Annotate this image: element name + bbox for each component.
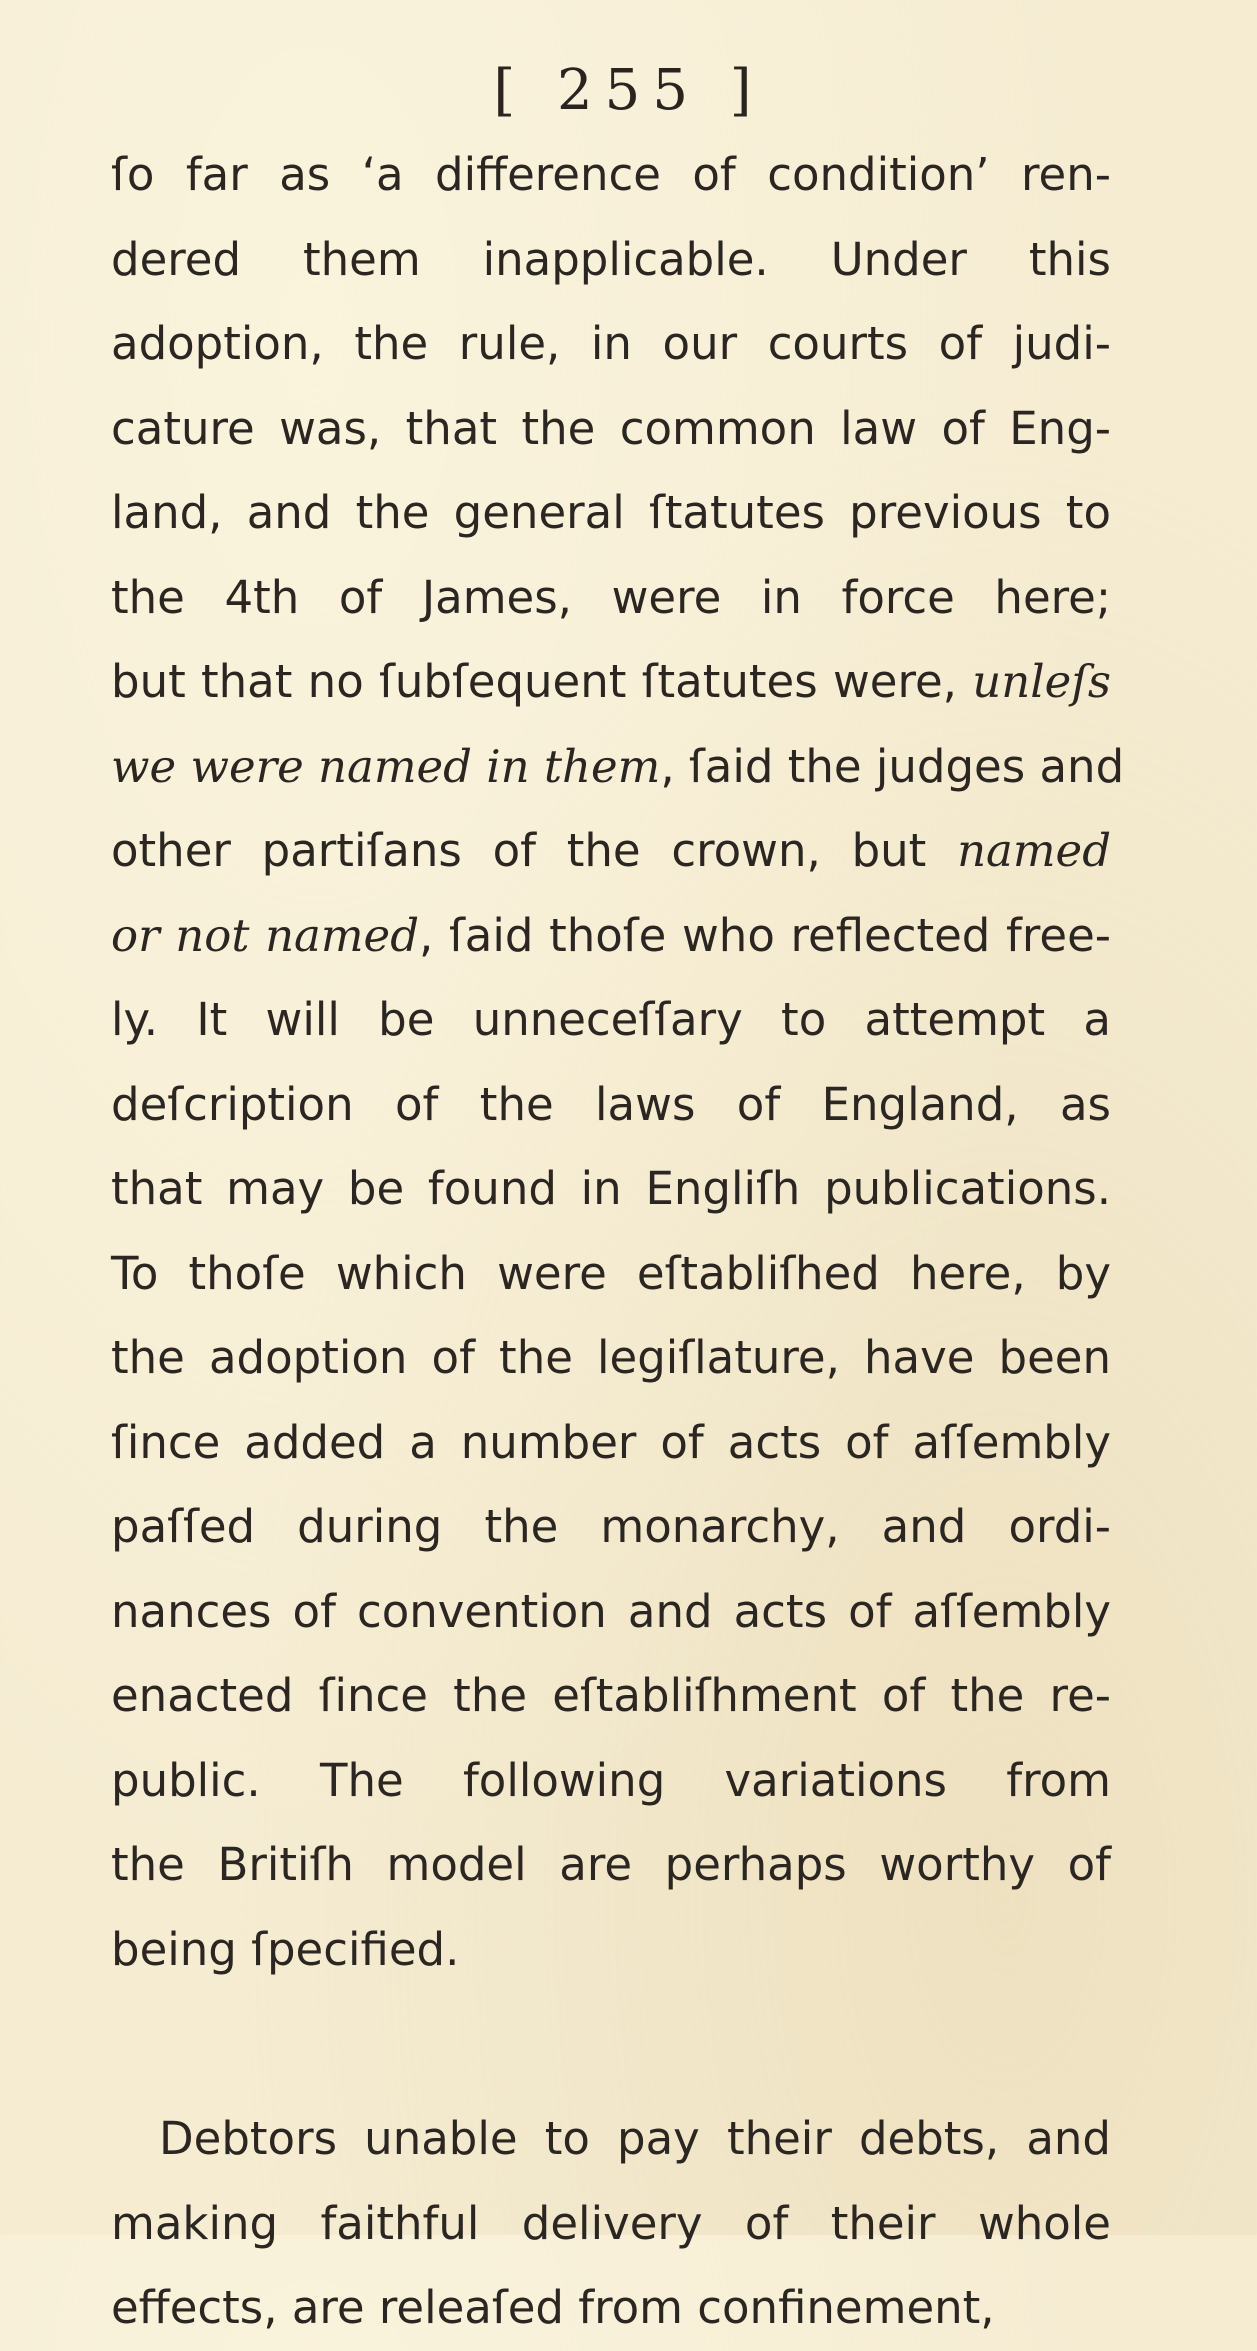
- text-span: the adoption of the legiſlature, have been: [111, 1331, 1111, 1384]
- text-line: [111, 556, 1111, 641]
- text-span: making faithful delivery of their whole: [111, 2196, 1111, 2250]
- text-span: nances of convention and acts of aſſembly: [111, 1584, 1111, 1638]
- text-span: To thoſe which were eſtabliſhed here, by: [111, 1246, 1111, 1300]
- text-span: , ſaid thoſe who reflected free-: [419, 908, 1111, 962]
- italic-text: or not named: [111, 908, 419, 962]
- text-span: cature was, that the common law of Eng-: [111, 401, 1111, 455]
- text-span: ly. It will be unneceſſary to attempt a: [111, 993, 1111, 1046]
- text-span: other partiſans of the crown, but: [111, 824, 958, 877]
- italic-text: named: [957, 824, 1111, 877]
- text-line: [111, 218, 1111, 303]
- italic-text: we were named in them: [111, 739, 661, 793]
- text-line: [111, 2097, 1111, 2182]
- text-line: [111, 809, 1111, 894]
- text-span: the 4th of James, were in force here;: [111, 570, 1111, 624]
- text-span: paſſed during the monarchy, and ordi-: [111, 1500, 1111, 1553]
- text-line: [111, 725, 1125, 810]
- text-line: [111, 1063, 1111, 1148]
- text-line: [111, 302, 1111, 387]
- text-span: that may be found in Engliſh publications.: [111, 1162, 1111, 1215]
- text-line: [111, 387, 1111, 472]
- text-line: [111, 2266, 1111, 2351]
- text-span: , ſaid the judges and: [660, 739, 1125, 793]
- text-span: adoption, the rule, in our courts of judi-: [111, 317, 1111, 370]
- text-line: [111, 1147, 1111, 1232]
- text-line: [111, 1908, 1111, 1993]
- text-span: land, and the general ſtatutes previous to: [111, 486, 1111, 539]
- text-span: public. The following variations from: [111, 1753, 1111, 1807]
- text-span: dered them inapplicable. Under this: [111, 232, 1111, 286]
- text-span: effects, are releaſed from confinement,: [111, 2281, 995, 2334]
- text-span: ſince added a number of acts of aſſembly: [111, 1415, 1111, 1469]
- text-line: [111, 1485, 1111, 1570]
- text-line: [111, 2182, 1111, 2267]
- text-line: [111, 1316, 1111, 1401]
- text-span: Debtors unable to pay their debts, and: [159, 2112, 1111, 2165]
- paragraph-2: [111, 2097, 1111, 2351]
- text-line: [111, 133, 1111, 218]
- text-line: [111, 1570, 1111, 1655]
- text-span: enacted ſince the eſtabliſhment of the re-: [111, 1669, 1111, 1722]
- page-body-text: [111, 133, 1125, 2351]
- text-span: the Britiſh model are perhaps worthy of: [111, 1838, 1111, 1891]
- text-line: [111, 1739, 1111, 1824]
- text-span: ſo far as ‘a difference of condition’ ren-: [111, 148, 1111, 201]
- paragraph-gap: [111, 1992, 1111, 2097]
- text-line: [111, 978, 1111, 1063]
- text-line: [111, 1654, 1111, 1739]
- text-line: [111, 471, 1111, 556]
- page-number-header: [ 255 ]: [493, 58, 764, 123]
- paragraph-1: [111, 133, 1125, 1992]
- text-line: [111, 894, 1111, 979]
- text-line: [111, 1401, 1111, 1486]
- text-line: [111, 1232, 1111, 1317]
- italic-text: unleſs: [972, 655, 1111, 708]
- text-span: but that no ſubſequent ſtatutes were,: [111, 655, 973, 708]
- text-span: being ſpecified.: [111, 1922, 460, 1976]
- text-span: deſcription of the laws of England, as: [111, 1077, 1111, 1131]
- text-line: [111, 640, 1111, 725]
- text-line: [111, 1823, 1111, 1908]
